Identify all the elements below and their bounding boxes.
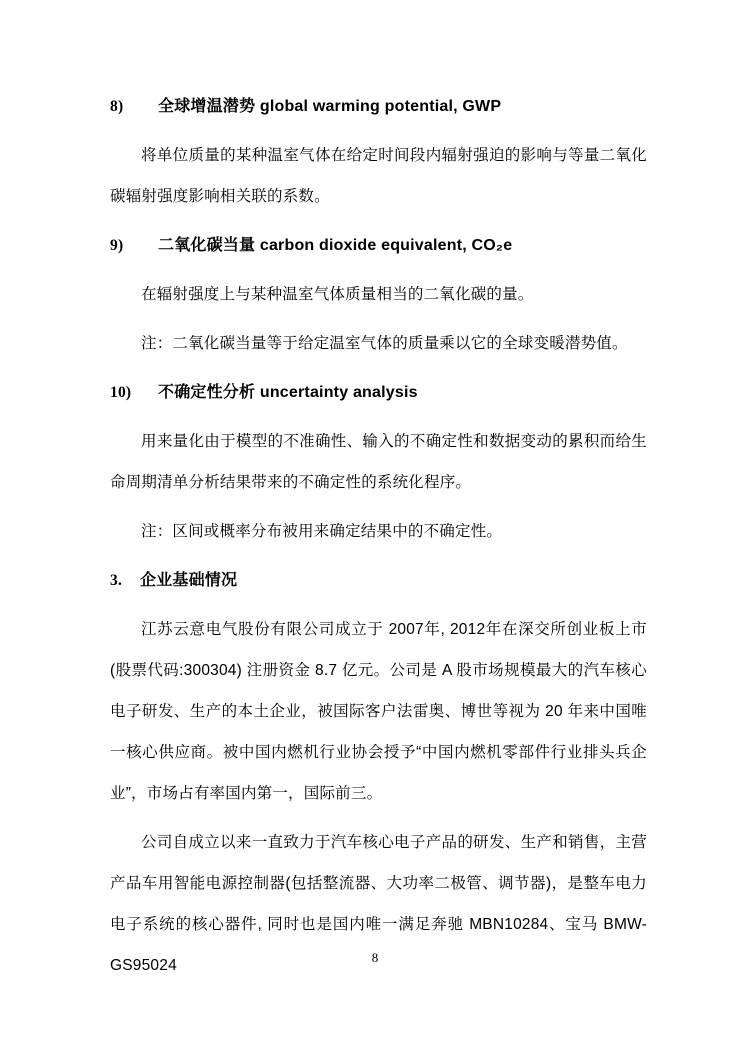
definition-number: 8) <box>110 98 124 115</box>
definition-number: 9) <box>110 237 124 254</box>
section-paragraph: 江苏云意电气股份有限公司成立于 2007年, 2012年在深交所创业板上市(股票代码:300304) 注册资金 8.7 亿元。公司是 A 股市场规模最大的汽车核心电子研发、生产的本土企业，被国际客户法雷奥、博世等视为 20 年来中国唯一核心供应商。被中国内燃机行业协会授予“中国内燃机零部件行业排头兵企业”，市场占有率国内第一，国际前三。 <box>110 621 647 802</box>
definition-term <box>158 98 501 115</box>
definition-note: 注：二氧化碳当量等于给定温室气体的质量乘以它的全球变暖潜势值。 <box>141 335 628 352</box>
page-content <box>110 86 647 994</box>
definition-heading-uncertainty <box>110 372 647 413</box>
section-paragraph: 公司自成立以来一直致力于汽车核心电子产品的研发、生产和销售，主营产品车用智能电源控制器(包括整流器、大功率二极管、调节器)，是整车电力电子系统的核心器件, 同时也是国内唯一满足奔驰 MBN10284、宝马 BMW-GS95024 <box>110 834 647 974</box>
definition-body: 将单位质量的某种温室气体在给定时间段内辐射强迫的影响与等量二氧化碳辐射强度影响相关联的系数。 <box>110 147 647 205</box>
definition-term-zh: 全球增温潜势 <box>158 98 256 115</box>
definition-heading-gwp <box>110 86 647 127</box>
definition-body: 用来量化由于模型的不准确性、输入的不确定性和数据变动的累积而给生命周期清单分析结果带来的不确定性的系统化程序。 <box>110 433 647 491</box>
definition-term-zh: 不确定性分析 <box>158 384 256 401</box>
definition-term <box>158 237 512 254</box>
definition-number: 10) <box>110 384 132 401</box>
section-number: 3. <box>110 572 123 589</box>
definition-term-en: global warming potential, GWP <box>259 98 502 115</box>
definition-note: 注：区间或概率分布被用来确定结果中的不确定性。 <box>141 523 503 540</box>
definition-term-en: uncertainty analysis <box>259 384 418 401</box>
definition-body: 在辐射强度上与某种温室气体质量相当的二氧化碳的量。 <box>141 286 534 303</box>
definition-term <box>158 384 418 401</box>
section-heading <box>110 560 647 601</box>
page-number: 8 <box>371 950 379 965</box>
definition-term-en: carbon dioxide equivalent, CO₂e <box>259 237 513 254</box>
definition-heading-co2e <box>110 225 647 266</box>
section-title: 企业基础情况 <box>140 572 238 589</box>
definition-term-zh: 二氧化碳当量 <box>158 237 256 254</box>
